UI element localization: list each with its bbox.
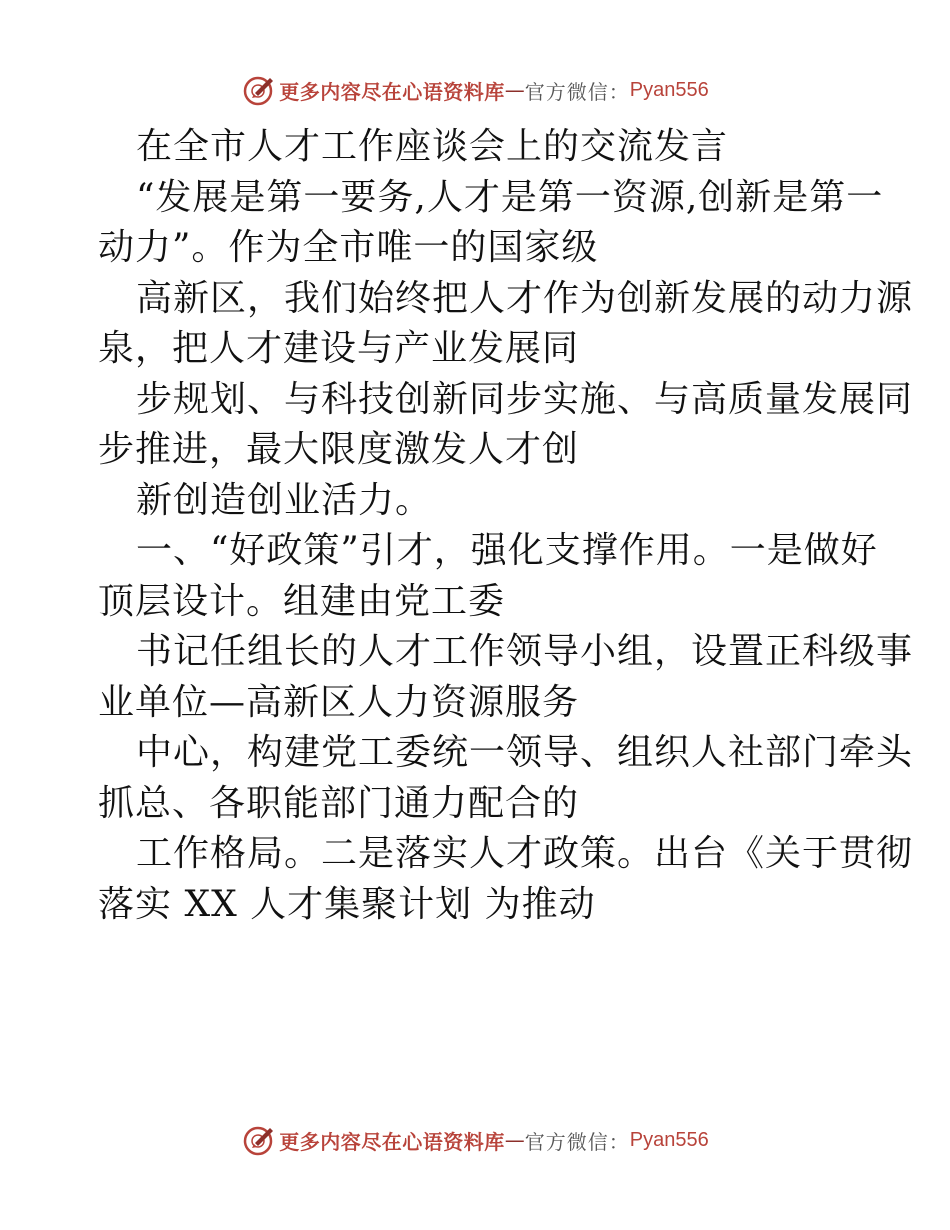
brush-logo-icon — [241, 1123, 275, 1157]
text-line: 书记任组长的人才工作领导小组，设置正科级事 — [136, 631, 914, 672]
text-line: 工作格局。二是落实人才政策。出台《关于贯彻 — [136, 833, 914, 874]
text-line: 新创造创业活力。 — [136, 479, 433, 521]
banner-wechat-label: 官方微信： — [524, 1129, 630, 1154]
document-body — [98, 122, 914, 930]
document-title: 在全市人才工作座谈会上的交流发言 — [136, 126, 729, 167]
text-line: 步规划、与科技创新同步实施、与高质量发展同 — [136, 378, 914, 420]
banner-dash: — — [504, 1128, 525, 1152]
banner-wechat-label: 官方微信： — [524, 79, 630, 104]
banner-dash: — — [504, 78, 525, 102]
text-line: 高新区，我们始终把人才作为创新发展的动力源 — [136, 277, 914, 319]
header-banner — [0, 70, 950, 110]
text-line: “发展是第一要务,人才是第一资源,创新是第一 — [136, 176, 884, 218]
text-line: 抓总、各职能部门通力配合的 — [98, 782, 580, 824]
banner-wechat-id: Pyan556 — [629, 1128, 709, 1151]
text-line: 步推进，最大限度激发人才创 — [98, 429, 580, 470]
footer-banner — [0, 1120, 950, 1160]
banner-slogan: 更多内容尽在心语资料库 — [279, 79, 505, 104]
text-line: 泉，把人才建设与产业发展同 — [98, 328, 580, 369]
text-line: 中心，构建党工委统一领导、组织人社部门牵头 — [136, 732, 914, 773]
text-line: 业单位—高新区人力资源服务 — [98, 681, 580, 723]
text-line: 落实 XX 人才集聚计划 为推动 — [98, 883, 596, 925]
brush-logo-icon — [241, 73, 275, 107]
text-line: 一、“好政策”引才，强化支撑作用。一是做好 — [136, 530, 878, 571]
text-line: 顶层设计。组建由党工委 — [98, 580, 506, 622]
banner-wechat-id: Pyan556 — [629, 78, 709, 101]
banner-slogan: 更多内容尽在心语资料库 — [279, 1129, 505, 1154]
text-line: 动力”。作为全市唯一的国家级 — [98, 227, 599, 268]
